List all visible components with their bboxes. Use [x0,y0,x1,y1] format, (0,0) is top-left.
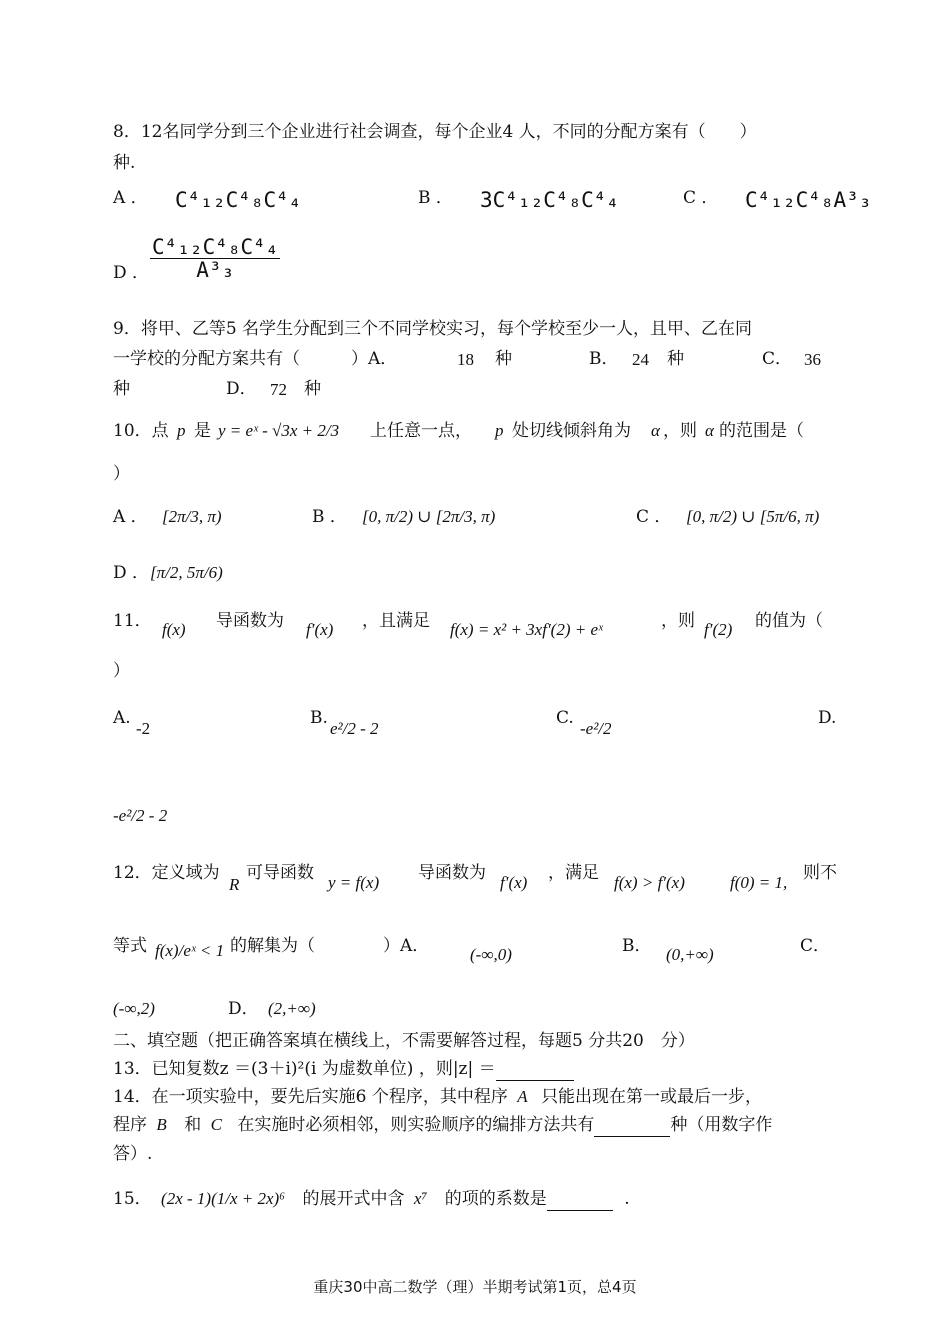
q14-line2 [113,1114,772,1137]
q11-then: ，则 [661,611,695,631]
q12-option-a-expr: (-∞,0) [470,945,512,964]
q8-option-c-label: C ． [683,188,719,208]
q9-option-d-unit: 种 [304,379,321,399]
q8-d-numerator: C⁴₁₂C⁴₈C⁴₄ [152,235,279,259]
q14-line2-c: 种（用数字作 [670,1115,773,1135]
q12-deriv-text: 导函数为 [418,863,486,883]
q15-expression: (2x - 1)(1/x + 2x)⁶ [161,1189,286,1208]
q8-option-b-expr: 3C⁴₁₂C⁴₈C⁴₄ [480,188,620,212]
q8-option-a-expr: C⁴₁₂C⁴₈C⁴₄ [175,188,302,212]
q9-option-c-value: 36 [804,350,821,369]
q9-option-b-label: B． [589,349,619,369]
q10-rest: 上任意一点， [370,421,472,441]
q10-close-paren: ） [113,464,130,484]
q12-f0: f(0) = 1, [730,873,788,892]
q13-answer-blank[interactable] [496,1058,574,1081]
q10-option-a-expr: [2π/3, π) [162,507,222,526]
q15-end: 的项的系数是 [444,1189,547,1209]
q12-R: R [229,875,240,894]
q12-then-text: 则不 [803,863,837,883]
q11-option-a-label: A. [113,708,131,728]
q15-answer-blank[interactable] [547,1188,613,1211]
q12-inequality: f(x) > f′(x) [614,873,685,892]
q14-line2-a: 程序 [113,1115,147,1135]
q11-option-d-label: D. [818,708,837,728]
q9-option-d-label: D． [226,379,257,399]
q11-fprime-2: f′(2) [704,620,733,639]
q11-fx: f(x) [162,620,186,639]
q14-and: 和 [184,1115,202,1135]
q9-option-a-value: 18 [457,350,474,369]
q10-option-d-label: D ． [113,563,150,583]
q8-option-d-label: D ． [113,263,150,283]
section2-heading: 二、填空题（把正确答案填在横线上，不需要解答过程，每题5 分共20 分） [113,1031,695,1051]
q11-fprime-x: f′(x) [306,620,334,639]
q9-option-c-label: C． [762,349,793,369]
q13-stem: 13．已知复数z ＝(3＋i)²(i 为虚数单位) ，则|z| ＝ [113,1059,496,1079]
q10-range-text: 的范围是（ [719,421,804,441]
q9-option-a-unit: 种 [495,349,512,369]
q11-equation: f(x) = x² + 3xf′(2) + eˣ [450,620,603,639]
q9-option-b-unit: 种 [667,349,684,369]
q15-period: . [624,1189,630,1209]
q10-option-c-label: C ． [636,507,672,527]
q9-stem-line1: 9．将甲、乙等5 名学生分配到三个不同学校实习，每个学校至少一人，且甲、乙在同 [113,319,753,339]
q11-condition-text: ，且满足 [362,611,430,631]
q14-answer-blank[interactable] [594,1114,670,1137]
q12-option-d-expr: (2,+∞) [268,999,316,1018]
q12-option-d-label: D． [228,999,259,1019]
q12-fraction-ineq: f(x)/eˣ < 1 [155,941,225,960]
q12-option-c-label: C． [800,936,831,956]
q12-number-text: 12．定义域为 [113,863,220,883]
q12-solution-set-text: 的解集为（ ）A． [230,936,430,956]
q11-option-a-expr: -2 [136,719,151,738]
q14-line3: 答）. [113,1144,153,1164]
q15-mid: 的展开式中含 [302,1189,405,1209]
q10-is: 是 [194,421,211,441]
q11-option-c-expr: -e²/2 [580,719,612,738]
q10-alpha: α [651,421,660,440]
q14-program-a: A [517,1087,528,1106]
q8-option-a-label: A ． [113,188,148,208]
q10-option-c-expr: [0, π/2) ∪ [5π/6, π) [686,507,820,526]
q11-number: 11． [113,611,152,631]
q11-option-c-label: C. [556,708,574,728]
q14-program-b: B [156,1115,167,1134]
q15-line [113,1188,630,1211]
q14-line2-b: 在实施时必须相邻，则实验顺序的编排方法共有 [237,1115,595,1135]
q10-alpha2: α [705,421,714,440]
q11-close-paren: ） [113,661,130,681]
q12-y-expr: y = f(x) [328,873,380,892]
q14-line1 [113,1086,762,1108]
q14-program-c: C [210,1115,222,1134]
q11-deriv-text: 导函数为 [216,611,284,631]
q14-line1-a: 14．在一项实验中，要先后实施6 个程序，其中程序 [113,1087,508,1107]
q12-fprime-x: f′(x) [500,873,528,892]
page-footer: 重庆30中高二数学（理）半期考试第1页，总4页 [313,1278,637,1296]
q12-option-b-expr: (0,+∞) [666,945,714,964]
q14-line1-b: 只能出现在第一或最后一步， [541,1087,763,1107]
q9-option-b-value: 24 [632,350,649,369]
q10-point-p2: p [495,421,504,440]
q11-option-d-expr: -e²/2 - 2 [113,806,168,825]
q10-tangent-text: 处切线倾斜角为 [512,421,631,441]
q15-x7: x⁷ [413,1189,428,1208]
q8-option-c-expr: C⁴₁₂C⁴₈A³₃ [745,188,872,212]
q13-text [113,1058,574,1081]
q10-option-a-label: A ． [113,507,148,527]
q10-option-b-label: B ． [312,507,347,527]
q12-line2-start: 等式 [113,936,147,956]
q10-number: 10．点 [113,421,169,441]
q12-option-b-label: B． [622,936,652,956]
q9-option-c-unit: 种 [113,379,130,399]
q12-diff-text: 可导函数 [246,863,314,883]
q8-stem-line2: 种. [113,153,136,173]
q8-d-denominator: A³₃ [196,258,235,282]
q10-point-p: p [177,421,186,440]
q12-satisfy-text: ，满足 [548,863,599,883]
q11-option-b-label: B. [310,708,328,728]
q9-stem-line2: 一学校的分配方案共有（ ）A． [113,349,398,369]
q15-number: 15． [113,1189,152,1209]
q10-option-d-expr: [π/2, 5π/6) [150,563,223,582]
q8-stem-line1: 8．12名同学分到三个企业进行社会调查，每个企业4 人，不同的分配方案有（ ） [113,122,757,142]
q10-then: ，则 [663,421,697,441]
q12-option-c-expr: (-∞,2) [113,999,155,1018]
q11-value-text: 的值为（ [755,611,823,631]
q10-option-b-expr: [0, π/2) ∪ [2π/3, π) [362,507,496,526]
q9-option-d-value: 72 [270,380,287,399]
q11-option-b-expr: e²/2 - 2 [330,719,379,738]
q8-option-b-label: B ． [418,188,453,208]
q10-curve-expr: y = eˣ - √3x + 2/3 [218,421,340,440]
q8-option-d-fraction [150,236,280,281]
